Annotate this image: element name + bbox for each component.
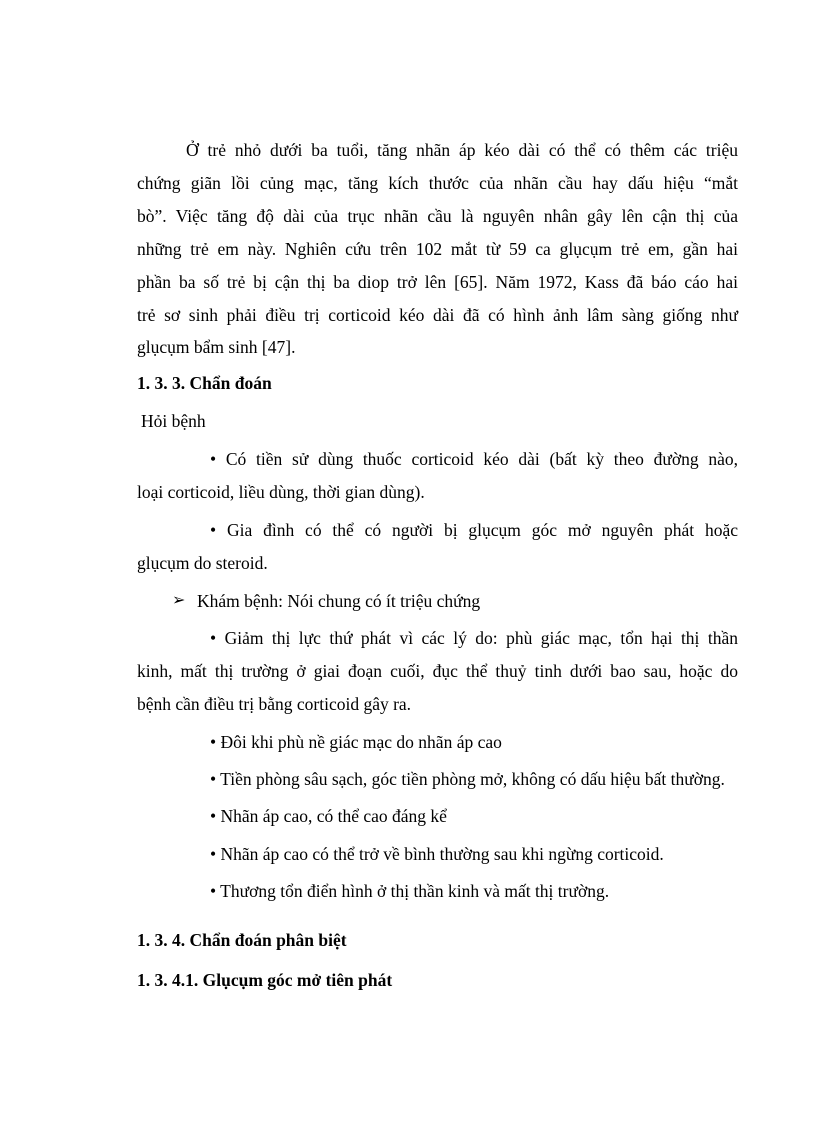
bullet-vision-line-3: bệnh cần điều trị bằng corticoid gây ra. xyxy=(137,694,412,714)
hoi-benh-label: Hỏi bệnh xyxy=(141,411,206,431)
paragraph-line-6: trẻ sơ sinh phải điều trị corticoid kéo dài đã có hình ảnh lâm sàng giống như xyxy=(137,305,738,325)
bullet-pressure-normalize: • Nhãn áp cao có thể trở về bình thường sau khi ngừng corticoid. xyxy=(210,844,664,864)
section-heading-1-3-4: 1. 3. 4. Chẩn đoán phân biệt xyxy=(137,930,347,950)
bullet-typical-lesion: • Thương tổn điển hình ở thị thần kinh và mất thị trường. xyxy=(210,881,610,901)
paragraph-line-2: chứng giãn lồi củng mạc, tăng kích thước của nhãn cầu hay dấu hiệu “mắt xyxy=(137,173,738,193)
bullet-high-pressure: • Nhãn áp cao, có thể cao đáng kể xyxy=(210,806,447,826)
bullet-family-line-1: • Gia đình có thể có người bị glụcụm góc mở nguyên phát hoặc xyxy=(210,520,738,540)
bullet-corneal-edema: • Đôi khi phù nề giác mạc do nhãn áp cao xyxy=(210,732,502,752)
bullet-anterior-chamber: • Tiền phòng sâu sạch, góc tiền phòng mở, không có dấu hiệu bất thường. xyxy=(210,769,725,789)
paragraph-line-7: glụcụm bẩm sinh [47]. xyxy=(137,337,296,357)
bullet-history-line-1: • Có tiền sử dùng thuốc corticoid kéo dài (bất kỳ theo đường nào, xyxy=(210,449,738,469)
bullet-family-line-2: glụcụm do steroid. xyxy=(137,553,268,573)
paragraph-line-3: bò”. Việc tăng độ dài của trục nhãn cầu là nguyên nhân gây lên cận thị của xyxy=(137,206,738,226)
paragraph-line-5: phần ba số trẻ bị cận thị ba diop trở lên [65]. Năm 1972, Kass đã báo cáo hai xyxy=(137,272,738,292)
bullet-history-line-2: loại corticoid, liều dùng, thời gian dùng). xyxy=(137,482,425,502)
bullet-vision-line-1: • Giảm thị lực thứ phát vì các lý do: phù giác mạc, tổn hại thị thần xyxy=(210,628,738,648)
paragraph-line-1: Ở trẻ nhỏ dưới ba tuổi, tăng nhãn áp kéo dài có thể có thêm các triệu xyxy=(186,140,738,160)
section-heading-1-3-4-1: 1. 3. 4.1. Glụcụm góc mở tiên phát xyxy=(137,970,393,990)
paragraph-line-4: những trẻ em này. Nghiên cứu trên 102 mắt từ 59 ca glụcụm trẻ em, gần hai xyxy=(137,239,738,259)
section-heading-1-3-3: 1. 3. 3. Chẩn đoán xyxy=(137,373,272,393)
arrow-bullet-icon: ➢ xyxy=(172,592,186,609)
bullet-vision-line-2: kinh, mất thị trường ở giai đoạn cuối, đục thể thuỷ tinh dưới bao sau, hoặc do xyxy=(137,661,738,681)
kham-benh-label: Khám bệnh: Nói chung có ít triệu chứng xyxy=(197,591,481,611)
